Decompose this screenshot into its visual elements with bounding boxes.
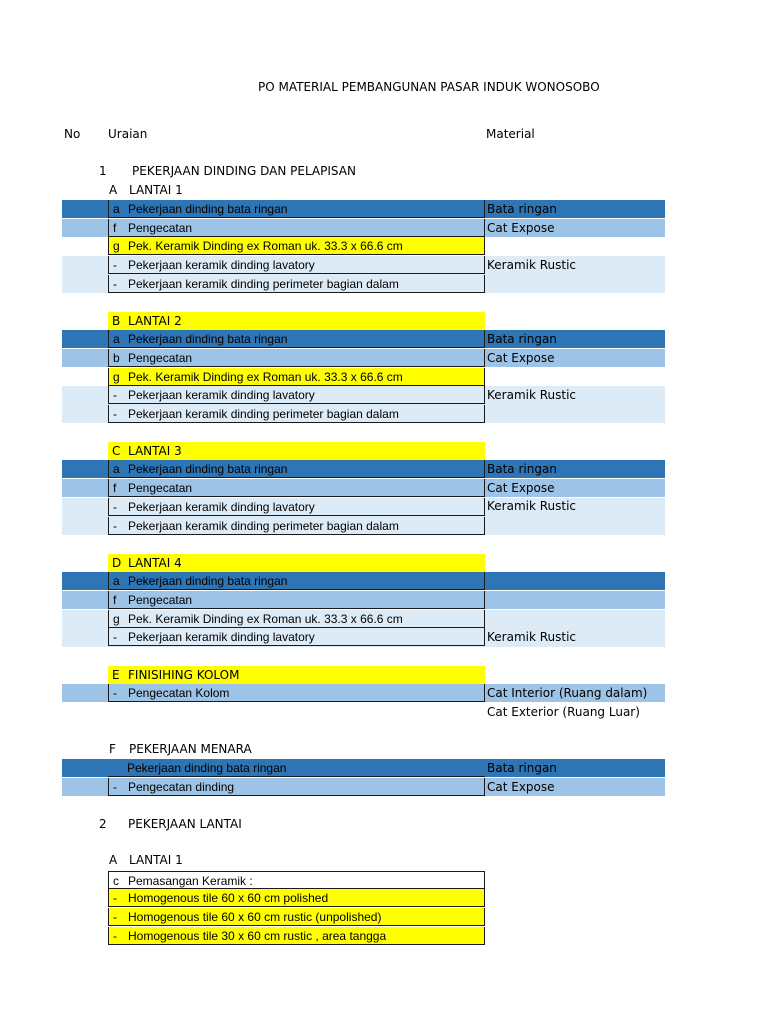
- group-mark: C: [112, 444, 121, 458]
- row-text: Homogenous tile 60 x 60 cm polished: [128, 891, 329, 905]
- row-text: Pekerjaan dinding bata ringan: [128, 574, 288, 588]
- row-text: Pekerjaan keramik dinding perimeter bagian dalam: [128, 519, 399, 533]
- row-text: Pek. Keramik Dinding ex Roman uk. 33.3 x 66.6 cm: [128, 239, 403, 253]
- row-mark: -: [113, 929, 117, 943]
- row-mark: f: [113, 593, 117, 607]
- group-mark: D: [112, 556, 122, 570]
- row-text: Pekerjaan dinding bata ringan: [128, 462, 288, 476]
- row-mark: -: [113, 258, 117, 272]
- row-text: Pengecatan: [128, 351, 193, 365]
- row-text: Pengecatan: [128, 221, 193, 235]
- group-title: LANTAI 4: [128, 556, 182, 570]
- row-mark: -: [113, 686, 117, 700]
- row-mark: c: [113, 874, 119, 888]
- row-text: Pekerjaan keramik dinding lavatory: [128, 630, 315, 644]
- group-title: LANTAI 2: [128, 314, 182, 328]
- row-mark: -: [113, 630, 117, 644]
- group-mark: A: [109, 183, 118, 197]
- row-mark: g: [113, 239, 120, 253]
- row-mark: -: [113, 500, 117, 514]
- table-row: [108, 386, 485, 404]
- row-text: Homogenous tile 60 x 60 cm rustic (unpolished): [128, 910, 382, 924]
- table-row: [108, 330, 485, 348]
- row-mark: f: [113, 221, 117, 235]
- row-material: Cat Expose: [487, 221, 555, 235]
- row-text: Pengecatan: [128, 593, 193, 607]
- row-mark: -: [113, 780, 117, 794]
- group-header: [108, 554, 485, 572]
- table-row: [108, 778, 485, 796]
- row-material: Cat Expose: [487, 481, 555, 495]
- row-mark: -: [113, 910, 117, 924]
- group-mark: E: [112, 668, 120, 682]
- table-row: [108, 908, 485, 926]
- group-title: LANTAI 3: [128, 444, 182, 458]
- row-mark: a: [113, 574, 120, 588]
- row-text: Pekerjaan keramik dinding perimeter bagian dalam: [128, 277, 399, 291]
- row-text: Pekerjaan keramik dinding lavatory: [128, 258, 315, 272]
- table-row: [108, 610, 485, 628]
- row-text: Homogenous tile 30 x 60 cm rustic , area tangga: [128, 929, 387, 943]
- row-mark: a: [113, 202, 120, 216]
- row-mark: f: [113, 481, 117, 495]
- table-row: [108, 405, 485, 423]
- row-material: Bata ringan: [487, 202, 557, 216]
- column-header-no: No: [64, 127, 81, 141]
- row-text: Pekerjaan keramik dinding lavatory: [128, 500, 315, 514]
- table-row: [108, 628, 485, 646]
- group-header: [108, 312, 485, 330]
- table-row: [108, 927, 485, 945]
- table-row: [108, 591, 485, 609]
- table-row: [108, 871, 485, 889]
- group-title: LANTAI 1: [129, 853, 183, 867]
- row-mark: -: [113, 407, 117, 421]
- table-row: [108, 219, 485, 237]
- table-row: [108, 256, 485, 274]
- row-mark: b: [113, 351, 120, 365]
- section-number: 2: [99, 817, 107, 831]
- row-material: Cat Exterior (Ruang Luar): [487, 705, 640, 719]
- row-text: Pek. Keramik Dinding ex Roman uk. 33.3 x 66.6 cm: [128, 612, 403, 626]
- document-title: PO MATERIAL PEMBANGUNAN PASAR INDUK WONOSOBO: [258, 80, 600, 94]
- section-number: 1: [99, 164, 107, 178]
- row-text: Pemasangan Keramik :: [128, 874, 253, 888]
- table-row: [108, 200, 485, 218]
- table-row: [108, 368, 485, 386]
- row-text: Pekerjaan keramik dinding perimeter bagian dalam: [128, 407, 399, 421]
- group-header: [108, 666, 485, 684]
- group-mark: B: [112, 314, 121, 328]
- table-row: [108, 237, 485, 255]
- table-row: [108, 275, 485, 293]
- row-mark: a: [113, 332, 120, 346]
- row-text: Pengecatan dinding: [128, 780, 235, 794]
- row-text: Pekerjaan dinding bata ringan: [127, 761, 287, 775]
- row-mark: a: [113, 462, 120, 476]
- row-mark: -: [113, 519, 117, 533]
- row-text: Pek. Keramik Dinding ex Roman uk. 33.3 x 66.6 cm: [128, 370, 403, 384]
- row-material: Keramik Rustic: [487, 630, 577, 644]
- row-material: Cat Interior (Ruang dalam): [487, 686, 648, 700]
- table-row: [108, 479, 485, 497]
- row-mark: -: [113, 388, 117, 402]
- row-mark: -: [113, 277, 117, 291]
- row-text: Pengecatan Kolom: [128, 686, 230, 700]
- column-header-material: Material: [486, 127, 535, 141]
- section-title: PEKERJAAN DINDING DAN PELAPISAN: [132, 164, 356, 178]
- row-text: Pekerjaan dinding bata ringan: [128, 202, 288, 216]
- table-row: [108, 759, 485, 777]
- column-header-uraian: Uraian: [108, 127, 148, 141]
- row-mark: g: [113, 370, 120, 384]
- row-material: Keramik Rustic: [487, 258, 577, 272]
- group-header: [108, 442, 485, 460]
- row-material: Cat Expose: [487, 780, 555, 794]
- group-title: PEKERJAAN MENARA: [129, 742, 252, 756]
- row-material: Keramik Rustic: [487, 499, 577, 513]
- group-title: FINISIHING KOLOM: [128, 668, 240, 682]
- row-material: Bata ringan: [487, 462, 557, 476]
- row-text: Pengecatan: [128, 481, 193, 495]
- row-material: Cat Expose: [487, 351, 555, 365]
- row-mark: -: [113, 891, 117, 905]
- row-material: Bata ringan: [487, 332, 557, 346]
- table-row: [108, 498, 485, 516]
- table-row: [108, 889, 485, 907]
- table-row: [108, 572, 485, 590]
- table-row: [108, 517, 485, 535]
- row-material: Bata ringan: [487, 761, 557, 775]
- row-text: Pekerjaan keramik dinding lavatory: [128, 388, 315, 402]
- table-row: [108, 684, 485, 702]
- group-title: LANTAI 1: [129, 183, 183, 197]
- group-mark: A: [109, 853, 118, 867]
- row-text: Pekerjaan dinding bata ringan: [128, 332, 288, 346]
- row-material: Keramik Rustic: [487, 388, 577, 402]
- row-mark: g: [113, 612, 120, 626]
- table-row: [108, 460, 485, 478]
- table-row: [108, 349, 485, 367]
- section-title: PEKERJAAN LANTAI: [128, 817, 242, 831]
- group-mark: F: [109, 742, 116, 756]
